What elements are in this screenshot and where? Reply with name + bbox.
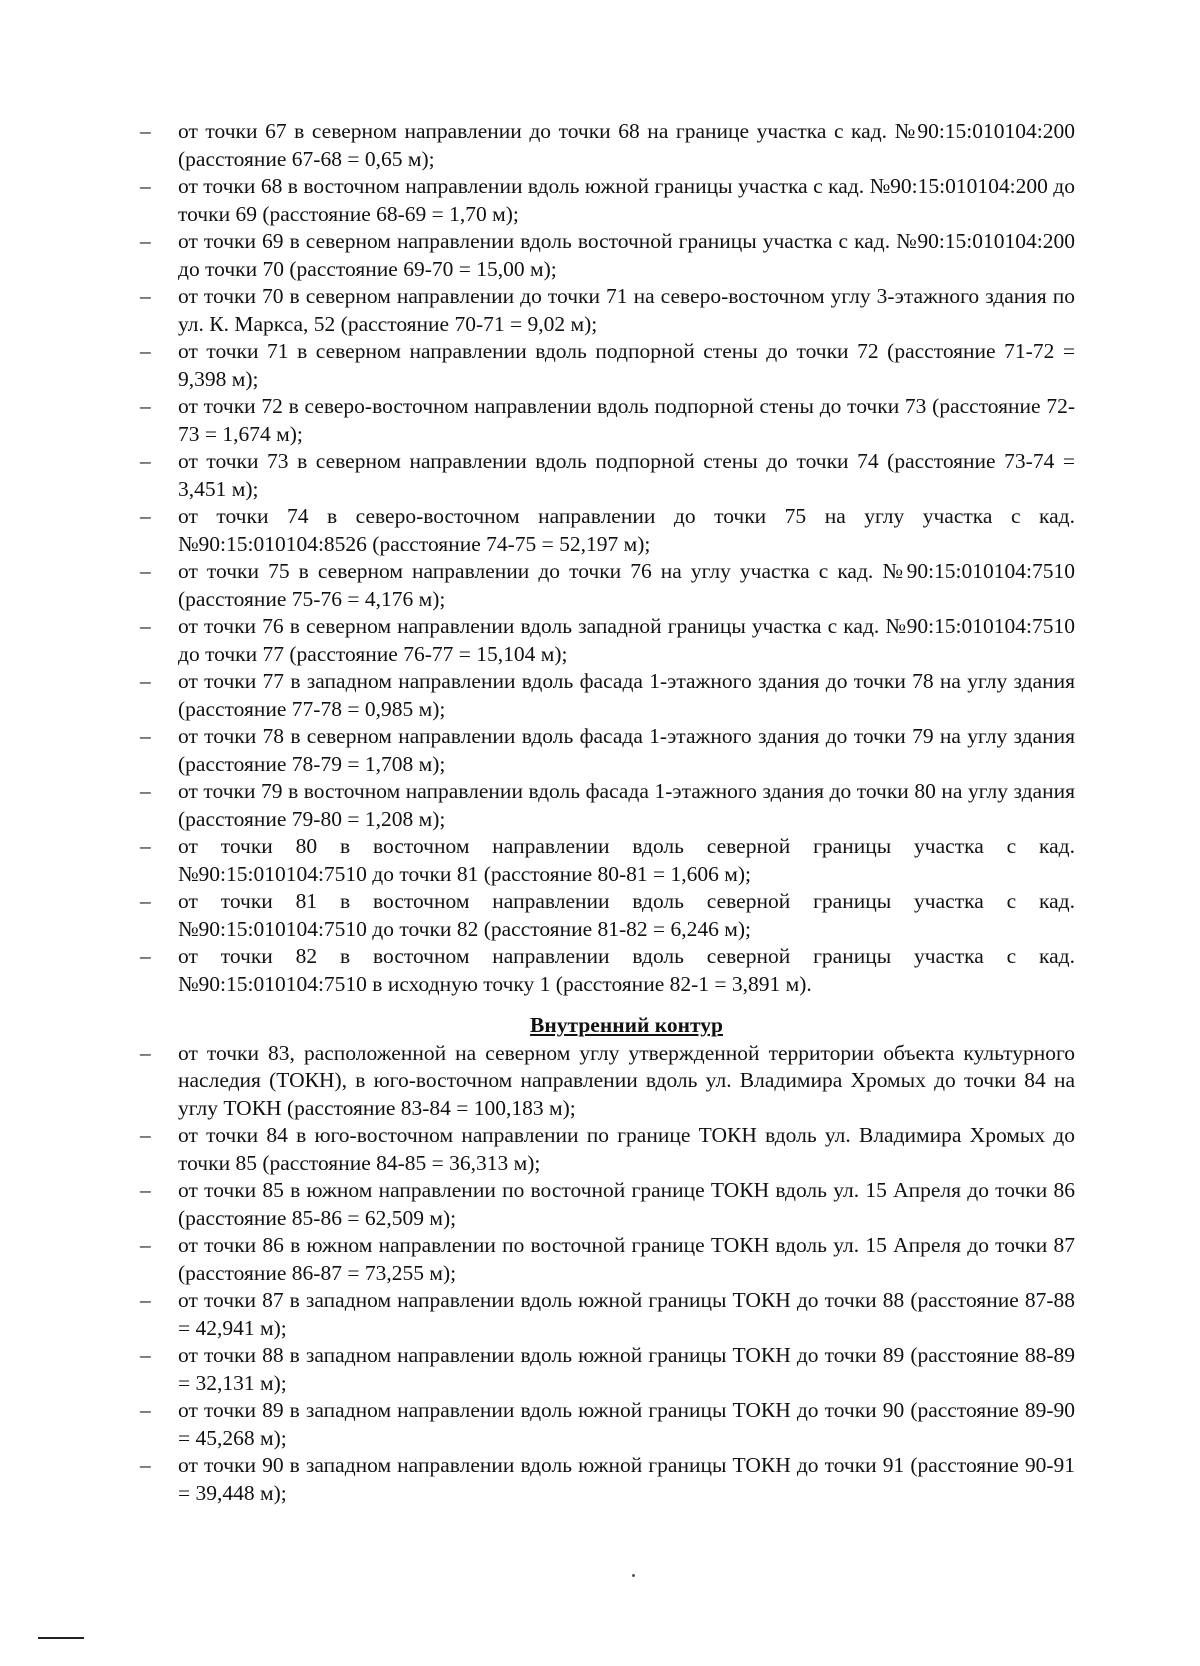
scan-speck [632,1574,635,1577]
list-item-text: от точки 87 в западном направлении вдоль южной границы ТОКН до точки 88 (расстояние 87-88 = 42,941 м); [178,1288,1075,1340]
list-item [140,338,1075,393]
dash-bullet: – [140,889,151,913]
list-item-text: от точки 74 в северо-восточном направлении до точки 75 на углу участка с кад. №90:15:010104:8526 (расстояние 74-75 = 52,197 м); [178,504,1075,556]
list-item-text: от точки 89 в западном направлении вдоль южной границы ТОКН до точки 90 (расстояние 89-90 = 45,268 м); [178,1398,1075,1450]
list-item [140,888,1075,943]
list-item [140,448,1075,503]
dash-bullet: – [140,339,151,363]
inner-contour-list [140,1040,1075,1508]
dash-bullet: – [140,1398,151,1422]
list-item [140,778,1075,833]
dash-bullet: – [140,1178,151,1202]
list-item-text: от точки 67 в северном направлении до точки 68 на границе участка с кад. №90:15:010104:200 (расстояние 67-68 = 0,65 м); [178,119,1075,171]
list-item-text: от точки 86 в южном направлении по восточной границе ТОКН вдоль ул. 15 Апреля до точки 87 (расстояние 86-87 = 73,255 м); [178,1233,1075,1285]
list-item [140,668,1075,723]
list-item-text: от точки 71 в северном направлении вдоль подпорной стены до точки 72 (расстояние 71-72 = 9,398 м); [178,339,1075,391]
list-item-text: от точки 76 в северном направлении вдоль западной границы участка с кад. №90:15:010104:7510 до точки 77 (расстояние 76-77 = 15,104 м); [178,614,1075,666]
list-item [140,943,1075,998]
list-item [140,723,1075,778]
list-item [140,283,1075,338]
list-item-text: от точки 72 в северо-восточном направлении вдоль подпорной стены до точки 73 (расстояние 72-73 = 1,674 м); [178,394,1075,446]
dash-bullet: – [140,449,151,473]
dash-bullet: – [140,284,151,308]
scan-corner-mark [38,1637,84,1639]
list-item-text: от точки 73 в северном направлении вдоль подпорной стены до точки 74 (расстояние 73-74 = 3,451 м); [178,449,1075,501]
list-item [140,1287,1075,1342]
list-item-text: от точки 81 в восточном направлении вдоль северной границы участка с кад. №90:15:010104:7510 до точки 82 (расстояние 81-82 = 6,246 м); [178,889,1075,941]
document-body [140,118,1075,1507]
dash-bullet: – [140,559,151,583]
list-item [140,173,1075,228]
list-item-text: от точки 88 в западном направлении вдоль южной границы ТОКН до точки 89 (расстояние 88-89 = 32,131 м); [178,1343,1075,1395]
list-item [140,393,1075,448]
dash-bullet: – [140,394,151,418]
dash-bullet: – [140,1453,151,1477]
list-item-text: от точки 70 в северном направлении до точки 71 на северо-восточном углу 3-этажного здания по ул. К. Маркса, 52 (расстояние 70-71 = 9,02 м); [178,284,1075,336]
list-item [140,1452,1075,1507]
list-item [140,833,1075,888]
list-item [140,1177,1075,1232]
list-item-text: от точки 83, расположенной на северном углу утвержденной территории объекта культурного наследия (ТОКН), в юго-восточном направлении вдоль ул. Владимира Хромых до точки 84 на углу ТОКН (расстояние 83-84 = 100,183 м); [178,1040,1075,1120]
dash-bullet: – [140,1343,151,1367]
list-item [140,558,1075,613]
list-item-text: от точки 69 в северном направлении вдоль восточной границы участка с кад. №90:15:010104:200 до точки 70 (расстояние 69-70 = 15,00 м); [178,229,1075,281]
list-item-text: от точки 90 в западном направлении вдоль южной границы ТОКН до точки 91 (расстояние 90-91 = 39,448 м); [178,1453,1075,1505]
inner-contour-heading: Внутренний контур [530,1013,723,1037]
list-item-text: от точки 68 в восточном направлении вдоль южной границы участка с кад. №90:15:010104:200 до точки 69 (расстояние 68-69 = 1,70 м); [178,174,1075,226]
list-item-text: от точки 82 в восточном направлении вдоль северной границы участка с кад. №90:15:010104:7510 в исходную точку 1 (расстояние 82-1 = 3,891 м). [178,944,1075,996]
list-item [140,503,1075,558]
dash-bullet: – [140,614,151,638]
dash-bullet: – [140,174,151,198]
dash-bullet: – [140,119,151,143]
dash-bullet: – [140,669,151,693]
dash-bullet: – [140,1123,151,1147]
list-item [140,1040,1075,1123]
list-item [140,1342,1075,1397]
dash-bullet: – [140,1040,151,1065]
list-item-text: от точки 84 в юго-восточном направлении по границе ТОКН вдоль ул. Владимира Хромых до точки 85 (расстояние 84-85 = 36,313 м); [178,1123,1075,1175]
list-item-text: от точки 85 в южном направлении по восточной границе ТОКН вдоль ул. 15 Апреля до точки 86 (расстояние 85-86 = 62,509 м); [178,1178,1075,1230]
list-item [140,228,1075,283]
dash-bullet: – [140,779,151,803]
list-item-text: от точки 80 в восточном направлении вдоль северной границы участка с кад. №90:15:010104:7510 до точки 81 (расстояние 80-81 = 1,606 м); [178,834,1075,886]
list-item [140,1122,1075,1177]
dash-bullet: – [140,1233,151,1257]
list-item-text: от точки 78 в северном направлении вдоль фасада 1-этажного здания до точки 79 на углу здания (расстояние 78-79 = 1,708 м); [178,724,1075,776]
dash-bullet: – [140,504,151,528]
dash-bullet: – [140,229,151,253]
dash-bullet: – [140,944,151,968]
list-item-text: от точки 77 в западном направлении вдоль фасада 1-этажного здания до точки 78 на углу здания (расстояние 77-78 = 0,985 м); [178,669,1075,721]
outer-contour-list [140,118,1075,998]
list-item-text: от точки 75 в северном направлении до точки 76 на углу участка с кад. №90:15:010104:7510 (расстояние 75-76 = 4,176 м); [178,559,1075,611]
dash-bullet: – [140,724,151,748]
list-item-text: от точки 79 в восточном направлении вдоль фасада 1-этажного здания до точки 80 на углу здания (расстояние 79-80 = 1,208 м); [178,779,1075,831]
list-item [140,1397,1075,1452]
list-item [140,613,1075,668]
dash-bullet: – [140,1288,151,1312]
list-item [140,118,1075,173]
list-item [140,1232,1075,1287]
dash-bullet: – [140,834,151,858]
